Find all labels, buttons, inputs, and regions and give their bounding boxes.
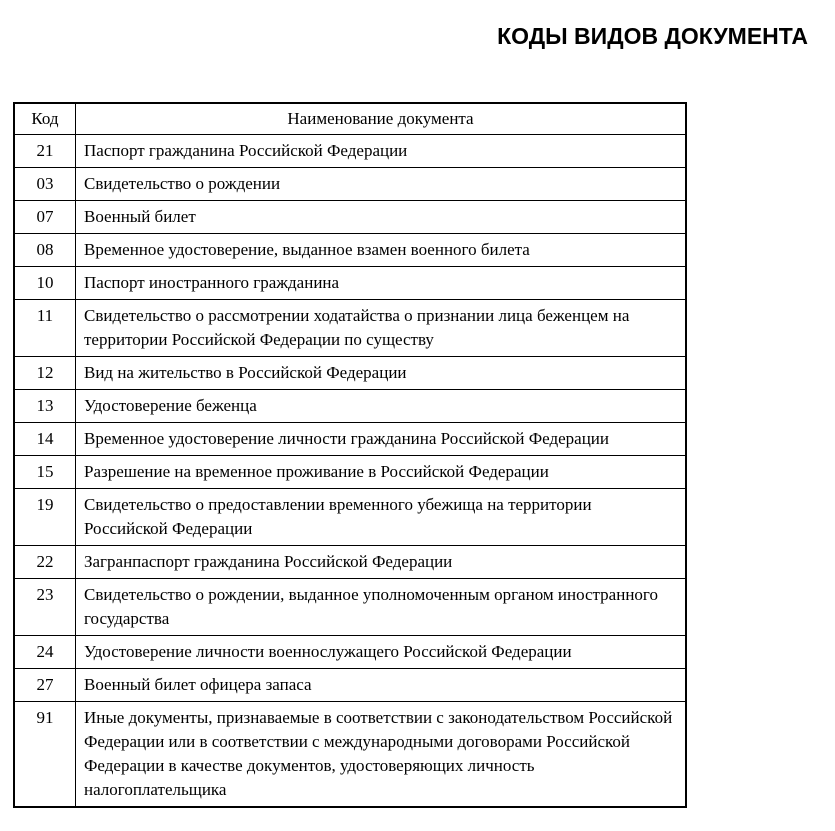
table-row (14, 390, 686, 423)
table-row (14, 168, 686, 201)
code-cell: 10 (14, 267, 76, 300)
name-cell: Разрешение на временное проживание в Российской Федерации (76, 456, 687, 489)
table-row (14, 201, 686, 234)
page-title: КОДЫ ВИДОВ ДОКУМЕНТА (497, 23, 808, 49)
code-cell: 24 (14, 636, 76, 669)
table-row (14, 357, 686, 390)
code-cell: 07 (14, 201, 76, 234)
name-cell: Свидетельство о предоставлении временного убежища на территории Российской Федерации (76, 489, 687, 546)
name-cell: Свидетельство о рождении (76, 168, 687, 201)
table-header (14, 103, 686, 135)
table-row (14, 636, 686, 669)
column-header-name: Наименование документа (76, 103, 687, 135)
name-cell: Временное удостоверение личности гражданина Российской Федерации (76, 423, 687, 456)
name-cell: Свидетельство о рассмотрении ходатайства о признании лица беженцем на территории Российской Федерации по существу (76, 300, 687, 357)
code-cell: 15 (14, 456, 76, 489)
table-row (14, 456, 686, 489)
code-cell: 03 (14, 168, 76, 201)
name-cell: Военный билет (76, 201, 687, 234)
table-row (14, 300, 686, 357)
name-cell: Иные документы, признаваемые в соответствии с законодательством Российской Федерации или в соответствии с международными договорами Российской Федерации в качестве документов, удостоверяющих личность налогоплательщика (76, 702, 687, 808)
name-cell: Временное удостоверение, выданное взамен военного билета (76, 234, 687, 267)
name-cell: Свидетельство о рождении, выданное уполномоченным органом иностранного государства (76, 579, 687, 636)
table-row (14, 267, 686, 300)
code-cell: 13 (14, 390, 76, 423)
name-cell: Удостоверение беженца (76, 390, 687, 423)
table-row (14, 669, 686, 702)
name-cell: Загранпаспорт гражданина Российской Федерации (76, 546, 687, 579)
table-row (14, 234, 686, 267)
table-row (14, 546, 686, 579)
code-cell: 91 (14, 702, 76, 808)
code-cell: 12 (14, 357, 76, 390)
code-cell: 22 (14, 546, 76, 579)
table-row (14, 489, 686, 546)
table-row (14, 135, 686, 168)
table-row (14, 579, 686, 636)
table-row (14, 702, 686, 808)
name-cell: Удостоверение личности военнослужащего Российской Федерации (76, 636, 687, 669)
name-cell: Паспорт иностранного гражданина (76, 267, 687, 300)
document-codes-table (13, 102, 687, 808)
table-header-row (14, 103, 686, 135)
code-cell: 21 (14, 135, 76, 168)
code-cell: 23 (14, 579, 76, 636)
column-header-code: Код (14, 103, 76, 135)
name-cell: Вид на жительство в Российской Федерации (76, 357, 687, 390)
table-body (14, 135, 686, 808)
code-cell: 14 (14, 423, 76, 456)
code-cell: 27 (14, 669, 76, 702)
table-row (14, 423, 686, 456)
name-cell: Военный билет офицера запаса (76, 669, 687, 702)
code-cell: 19 (14, 489, 76, 546)
name-cell: Паспорт гражданина Российской Федерации (76, 135, 687, 168)
code-cell: 08 (14, 234, 76, 267)
code-cell: 11 (14, 300, 76, 357)
